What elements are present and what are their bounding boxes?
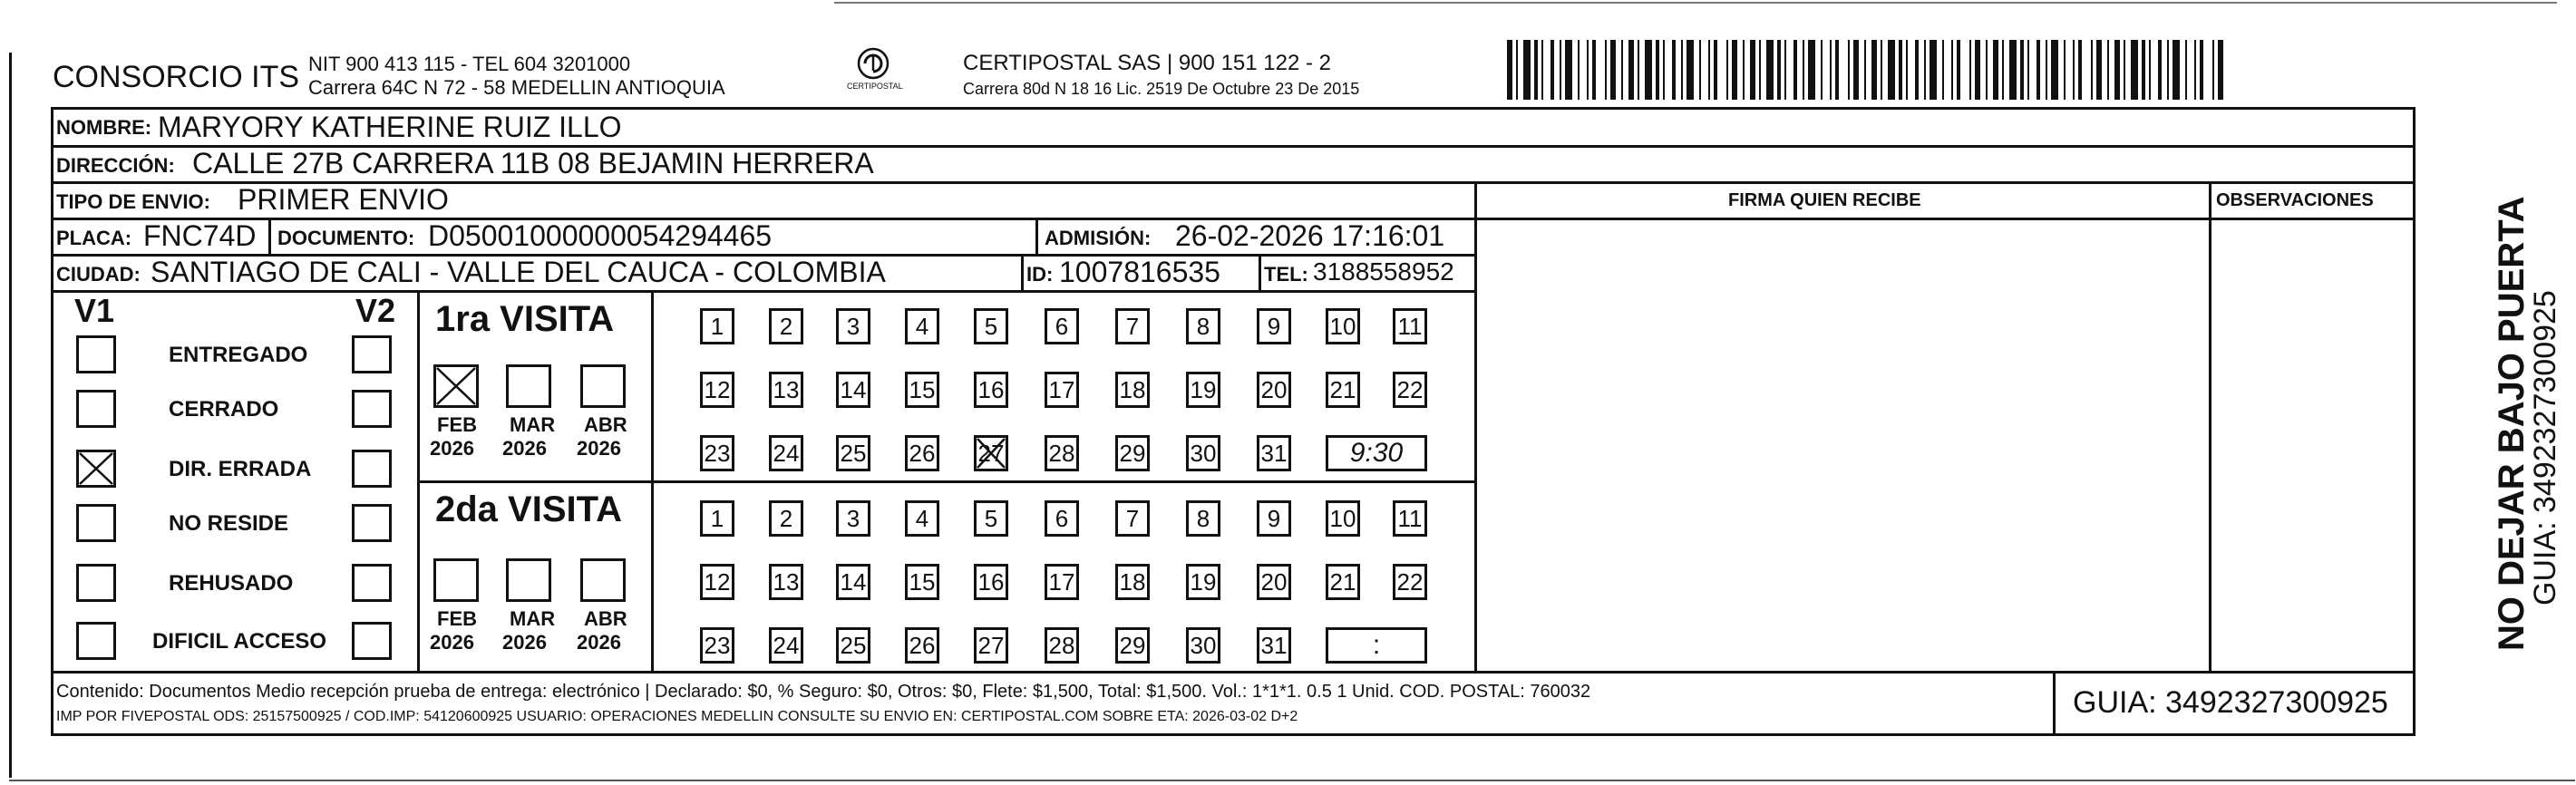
barcode-bar <box>1628 40 1634 100</box>
visit2-day-box: 1 <box>700 500 734 537</box>
visit1-day-box: 16 <box>974 372 1008 408</box>
placa-sep <box>268 218 271 254</box>
v1-checkbox <box>76 390 116 428</box>
barcode-bar <box>2194 40 2196 100</box>
visit1-day-box: 21 <box>1326 372 1360 408</box>
status-label: REHUSADO <box>169 571 294 596</box>
barcode-bar <box>1864 40 1866 100</box>
sig-left-line <box>1474 181 1477 671</box>
visit2-day-box: 29 <box>1115 627 1150 664</box>
admision-label: ADMISIÓN: <box>1045 227 1152 249</box>
visit2-day-box: 31 <box>1257 627 1291 664</box>
no-dejar-bajo-puerta: NO DEJAR BAJO PUERTA <box>2492 196 2532 651</box>
footer-top-line <box>51 671 2416 674</box>
visit1-day-box: 8 <box>1186 308 1220 344</box>
barcode-bar <box>2212 40 2214 100</box>
barcode-bar <box>1663 40 1665 100</box>
barcode-bar <box>1759 40 1761 100</box>
visit1-day-box: 12 <box>700 372 734 408</box>
visit1-day-box: 22 <box>1393 372 1427 408</box>
ciudad-value: SANTIAGO DE CALI - VALLE DEL CAUCA - COLOMBIA <box>151 256 886 288</box>
ciudad-sep <box>1021 254 1024 290</box>
barcode-bar <box>1732 40 1737 100</box>
visit2-day-box: 13 <box>769 564 803 600</box>
visit1-day-box: 24 <box>769 435 803 471</box>
status-label: NO RESIDE <box>169 511 289 536</box>
barcode-bar <box>1793 40 1797 100</box>
visit2-month-year: 2026 <box>577 631 621 654</box>
barcode-bar <box>2124 40 2125 100</box>
barcode-bar <box>1930 40 1937 100</box>
barcode-bar <box>1915 40 1919 100</box>
visit2-month-name: ABR <box>584 607 627 630</box>
barcode-bar <box>2002 40 2004 100</box>
visit1-day-box: 4 <box>905 308 939 344</box>
barcode-bar <box>1565 40 1572 100</box>
v2-checkbox <box>352 622 392 660</box>
id-sep <box>1259 254 1261 290</box>
visit2-day-box: 20 <box>1257 564 1291 600</box>
visit1-day-box: 29 <box>1115 435 1150 471</box>
side-guia: GUIA: 3492327300925 <box>2528 290 2562 606</box>
admision-value: 26-02-2026 17:16:01 <box>1175 219 1445 252</box>
visit1-day-box: 14 <box>836 372 870 408</box>
visit2-day-box: 12 <box>700 564 734 600</box>
footer-guia: GUIA: 3492327300925 <box>2073 685 2388 720</box>
barcode-bar <box>1507 40 1512 100</box>
barcode-bar <box>1924 40 1926 100</box>
barcode-bar <box>1708 40 1710 100</box>
documento-label: DOCUMENTO: <box>277 227 415 249</box>
visit2-day-box: 11 <box>1393 500 1427 537</box>
barcode-bar <box>1672 40 1676 100</box>
visit2-month-checkbox <box>580 558 626 602</box>
tel-label: TEL: <box>1264 263 1308 286</box>
ciudad-label: CIUDAD: <box>56 263 141 286</box>
visit1-day-box: 7 <box>1115 308 1150 344</box>
visit1-day-box: 27 <box>974 435 1008 471</box>
barcode-bar <box>1638 40 1639 100</box>
barcode-bar <box>2142 40 2145 100</box>
barcode-bar <box>1592 40 1596 100</box>
barcode-bar <box>1942 40 1944 100</box>
visit2-title: 2da VISITA <box>435 489 622 529</box>
visit1-day-box: 19 <box>1186 372 1220 408</box>
barcode-bar <box>1550 40 1554 100</box>
company-line-2: Carrera 64C N 72 - 58 MEDELLIN ANTIOQUIA <box>308 76 725 99</box>
status-label: DIR. ERRADA <box>169 457 312 481</box>
obs-left-line <box>2209 181 2211 671</box>
visit2-day-box: 3 <box>836 500 870 537</box>
barcode-bar <box>2027 40 2029 100</box>
barcode-bar <box>1587 40 1589 100</box>
barcode-bar <box>1621 40 1623 100</box>
visit2-day-box: 21 <box>1326 564 1360 600</box>
status-label: ENTREGADO <box>169 343 308 367</box>
barcode-bar <box>1714 40 1717 100</box>
visit1-month-name: ABR <box>584 413 627 436</box>
visit2-day-box: 28 <box>1045 627 1079 664</box>
visit2-day-box: 18 <box>1115 564 1150 600</box>
visit2-month-name: FEB <box>437 607 477 630</box>
status-label: CERRADO <box>169 397 279 422</box>
row-line-5 <box>51 290 1474 293</box>
visit1-day-box: 31 <box>1257 435 1291 471</box>
barcode-bar <box>1656 40 1659 100</box>
barcode-bar <box>2091 40 2093 100</box>
visit1-day-box: 5 <box>974 308 1008 344</box>
visit1-month-checkbox <box>506 364 551 408</box>
logo-caption: CERTIPOSTAL <box>847 82 903 91</box>
placa-value: FNC74D <box>143 219 257 252</box>
barcode-bar <box>2051 40 2058 100</box>
barcode-bar <box>1578 40 1580 100</box>
visit2-day-box: 8 <box>1186 500 1220 537</box>
visit2-day-box: 22 <box>1393 564 1427 600</box>
v1-checkbox <box>76 622 116 660</box>
v2-checkbox <box>352 504 392 542</box>
visit1-month-year: 2026 <box>577 437 621 460</box>
barcode-bar <box>2131 40 2138 100</box>
barcode-bar <box>2114 40 2120 100</box>
visit2-month-year: 2026 <box>430 631 474 654</box>
visit-mid-line <box>417 480 1474 483</box>
barcode-bar <box>1906 40 1908 100</box>
v1-checkbox <box>76 504 116 542</box>
barcode-bar <box>1784 40 1786 100</box>
visit2-month-checkbox <box>506 558 551 602</box>
v2-checkbox <box>352 450 392 488</box>
barcode-bar <box>1957 40 1960 100</box>
left-edge-line <box>9 53 12 778</box>
barcode-bar <box>1681 40 1683 100</box>
barcode-bar <box>1516 40 1518 100</box>
direccion-label: DIRECCIÓN: <box>56 154 175 177</box>
visit2-day-box: 16 <box>974 564 1008 600</box>
certipostal-logo <box>832 45 914 100</box>
barcode-bar <box>2158 40 2162 100</box>
visit1-day-box: 17 <box>1045 372 1079 408</box>
id-label: ID: <box>1026 263 1054 286</box>
bottom-edge-line <box>9 780 2575 781</box>
company-line-1: NIT 900 413 115 - TEL 604 3201000 <box>308 53 631 75</box>
visit2-day-box: 5 <box>974 500 1008 537</box>
barcode-bar <box>2036 40 2040 100</box>
barcode-bar <box>2185 40 2187 100</box>
barcode-bar <box>1541 40 1543 100</box>
barcode-bar <box>2020 40 2024 100</box>
visit2-day-box: 26 <box>905 627 939 664</box>
barcode-bar <box>1803 40 1804 100</box>
visit2-month-year: 2026 <box>502 631 547 654</box>
nombre-value: MARYORY KATHERINE RUIZ ILLO <box>158 111 622 143</box>
visit2-day-box: 14 <box>836 564 870 600</box>
barcode-bar <box>1560 40 1561 100</box>
barcode-bar <box>1881 40 1882 100</box>
barcode-bar <box>1743 40 1745 100</box>
visit1-title: 1ra VISITA <box>435 299 615 339</box>
barcode-bar <box>1699 40 1701 100</box>
nombre-label: NOMBRE: <box>56 116 152 139</box>
observaciones-header: OBSERVACIONES <box>2216 190 2374 210</box>
v1-label: V1 <box>74 292 115 329</box>
barcode-bar <box>1523 40 1531 100</box>
visit2-time-box: : <box>1326 627 1427 664</box>
visit1-day-box: 18 <box>1115 372 1150 408</box>
id-value: 1007816535 <box>1059 256 1220 288</box>
doc-sep <box>1035 218 1038 254</box>
visit1-month-name: MAR <box>510 413 556 436</box>
footer-line-2: IMP POR FIVEPOSTAL ODS: 25157500925 / COD.IMP: 54120600925 USUARIO: OPERACIONES MEDELLIN CONSULTE SU ENVIO EN: CERTIPOSTAL.COM SOBRE ETA: 2026-03-02 D+2 <box>56 709 1298 724</box>
visit1-day-box: 13 <box>769 372 803 408</box>
barcode-bar <box>2078 40 2082 100</box>
sig-header-line <box>1474 218 2416 220</box>
top-edge-line <box>834 2 2557 4</box>
barcode-bar <box>1951 40 1953 100</box>
firma-header: FIRMA QUIEN RECIBE <box>1728 190 1921 210</box>
visit1-day-box: 25 <box>836 435 870 471</box>
v2-label: V2 <box>355 292 396 329</box>
v1-checkbox <box>76 335 116 373</box>
visit1-day-box: 6 <box>1045 308 1079 344</box>
visit2-day-box: 30 <box>1186 627 1220 664</box>
visit2-day-box: 25 <box>836 627 870 664</box>
visit2-day-box: 2 <box>769 500 803 537</box>
visit1-day-box: 10 <box>1326 308 1360 344</box>
barcode-bar <box>1750 40 1755 100</box>
v1-checkbox <box>76 564 116 602</box>
carrier-line-2: Carrera 80d N 18 16 Lic. 2519 De Octubre 23 De 2015 <box>963 80 1360 98</box>
visit2-day-box: 17 <box>1045 564 1079 600</box>
visit2-day-box: 6 <box>1045 500 1079 537</box>
visit1-day-box: 1 <box>700 308 734 344</box>
tipo-envio-value: PRIMER ENVIO <box>238 183 449 216</box>
v2-checkbox <box>352 335 392 373</box>
barcode-bar <box>1726 40 1728 100</box>
barcode-bar <box>1808 40 1815 100</box>
side-text-wrap <box>2416 107 2570 736</box>
barcode-bar <box>1871 40 1877 100</box>
barcode-bar <box>2073 40 2075 100</box>
barcode-bar <box>1605 40 1607 100</box>
visit2-day-box: 7 <box>1115 500 1150 537</box>
visit1-day-box: 15 <box>905 372 939 408</box>
visit1-day-box: 30 <box>1186 435 1220 471</box>
visit1-month-year: 2026 <box>502 437 547 460</box>
barcode-bar <box>2200 40 2203 100</box>
visit1-day-box: 11 <box>1393 308 1427 344</box>
visit1-day-box: 20 <box>1257 372 1291 408</box>
footer-line-1: Contenido: Documentos Medio recepción prueba de entrega: electrónico | Declarado: $0, % Seguro: $0, Otros: $0, Flete: $1,500, Total: $1,500. Vol.: 1*1*1. 0.5 1 Unid. COD. POSTAL: 760032 <box>56 682 1591 702</box>
barcode-bar <box>2167 40 2169 100</box>
visit2-day-box: 23 <box>700 627 734 664</box>
visit2-day-box: 24 <box>769 627 803 664</box>
visit2-day-box: 19 <box>1186 564 1220 600</box>
status-label: DIFICIL ACCESO <box>152 629 327 654</box>
tel-value: 3188558952 <box>1313 257 1454 286</box>
barcode-bar <box>1766 40 1774 100</box>
visit2-day-box: 4 <box>905 500 939 537</box>
barcode-bar <box>1993 40 1998 100</box>
v2-checkbox <box>352 390 392 428</box>
visit1-month-checkbox <box>580 364 626 408</box>
visit1-day-box: 28 <box>1045 435 1079 471</box>
carrier-line-1: CERTIPOSTAL SAS | 900 151 122 - 2 <box>963 51 1331 75</box>
v2-checkbox <box>352 564 392 602</box>
visit2-day-box: 10 <box>1326 500 1360 537</box>
barcode-bar <box>1986 40 1988 100</box>
barcode-bar <box>2149 40 2151 100</box>
placa-label: PLACA: <box>56 227 132 249</box>
barcode-bar <box>1899 40 1902 100</box>
barcode-bar <box>2096 40 2102 100</box>
barcode-bar <box>1848 40 1850 100</box>
barcode-bar <box>1888 40 1895 100</box>
visit1-day-box: 2 <box>769 308 803 344</box>
visit2-month-checkbox <box>433 558 479 602</box>
barcode-bar <box>2046 40 2047 100</box>
barcode-bar <box>1534 40 1538 100</box>
visit1-day-box: 23 <box>700 435 734 471</box>
barcode-bar <box>2009 40 2017 100</box>
barcode-bar <box>2107 40 2109 100</box>
visit1-month-name: FEB <box>437 413 477 436</box>
company-name: CONSORCIO ITS <box>53 60 300 94</box>
visit1-day-check-mark <box>974 435 1008 471</box>
barcode-bar <box>1975 40 1980 100</box>
barcode-bar <box>1853 40 1859 100</box>
visit1-day-box: 26 <box>905 435 939 471</box>
barcode-bar <box>2173 40 2180 100</box>
visit2-day-box: 15 <box>905 564 939 600</box>
documento-value: D05001000000054294465 <box>428 219 773 252</box>
tipo-envio-label: TIPO DE ENVIO: <box>56 190 210 213</box>
barcode-bar <box>2064 40 2066 100</box>
barcode-bar <box>1969 40 1971 100</box>
visit2-day-box: 9 <box>1257 500 1291 537</box>
direccion-value: CALLE 27B CARRERA 11B 08 BEJAMIN HERRERA <box>192 147 874 179</box>
barcode-bar <box>2218 40 2223 100</box>
visit1-time-box: 9:30 <box>1326 435 1427 471</box>
barcode-bar <box>1610 40 1616 100</box>
visit2-month-name: MAR <box>510 607 556 630</box>
barcode-bar <box>1645 40 1652 100</box>
guia-sep <box>2053 671 2056 736</box>
visit1-day-box: 3 <box>836 308 870 344</box>
visit1-month-year: 2026 <box>430 437 474 460</box>
visit1-day-box: 9 <box>1257 308 1291 344</box>
barcode-bar <box>1821 40 1823 100</box>
visit1-month-check-mark <box>433 364 479 408</box>
barcode-bar <box>1687 40 1694 100</box>
barcode-bar <box>1830 40 1832 100</box>
v1-check-mark <box>76 450 116 488</box>
barcode-bar <box>1835 40 1839 100</box>
barcode <box>1507 40 2223 100</box>
barcode-bar <box>1777 40 1781 100</box>
visit2-day-box: 27 <box>974 627 1008 664</box>
